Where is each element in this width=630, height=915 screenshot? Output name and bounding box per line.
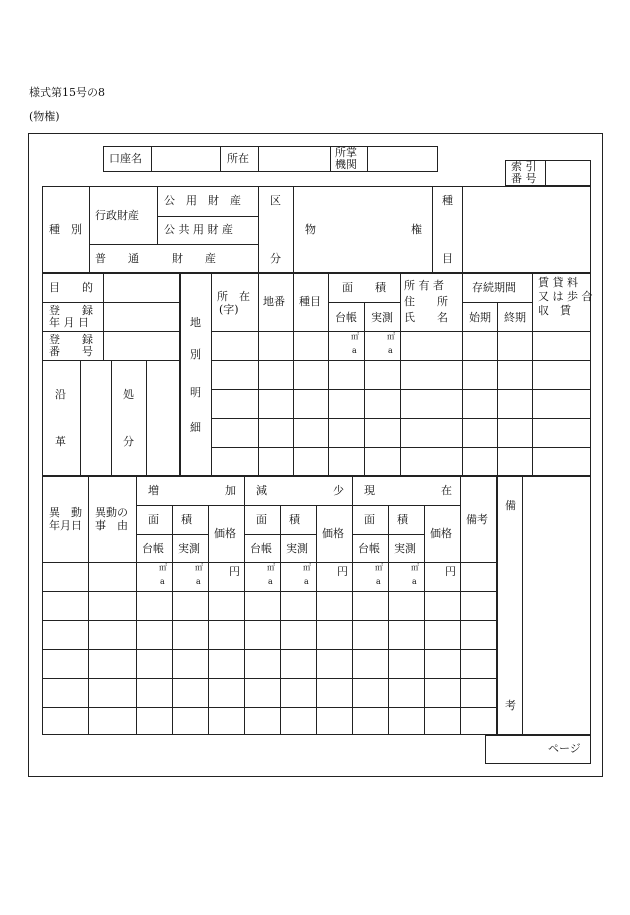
unit-m2-inc-survey: ㎡ <box>195 563 203 572</box>
unit-yen-cur: 円 <box>445 565 456 578</box>
unit-m2-cur-ledger: ㎡ <box>375 563 383 572</box>
rent-label-1: 賃 貸 料 <box>538 276 578 289</box>
page-label: ページ <box>548 742 581 755</box>
chiban-label: 地番 <box>263 295 285 308</box>
unit-m2-inc-ledger: ㎡ <box>159 563 167 572</box>
current-ledger-label: 台帳 <box>358 542 380 555</box>
owner-label-3: 氏 名 <box>404 311 448 324</box>
remarks-side-box <box>497 476 591 735</box>
increase-survey-label: 実測 <box>178 542 200 555</box>
kind-label-top: 種 <box>442 194 453 207</box>
unit-a-ledger: a <box>352 346 357 355</box>
remarks-side-label-bottom: 考 <box>505 699 516 712</box>
change-date-label-1: 異 動 <box>49 506 82 519</box>
land-detail-table <box>180 273 591 476</box>
reg-number-label-2: 番 号 <box>49 345 93 358</box>
ordinary-property-label: 普 通 財 産 <box>95 252 216 265</box>
disposal-label-bottom: 分 <box>123 435 134 448</box>
change-reason-label-1: 異動の <box>95 506 128 519</box>
change-date-label-2: 年月日 <box>49 519 82 532</box>
index-number-label-1: 索 引 <box>511 160 537 173</box>
decrease-price-label: 価格 <box>322 527 344 540</box>
unit-a-dec-survey: a <box>304 577 309 586</box>
decrease-survey-label: 実測 <box>286 542 308 555</box>
survey-label: 実測 <box>371 311 393 324</box>
admin-property-label: 行政財産 <box>95 209 139 222</box>
reg-date-label-1: 登 録 <box>49 304 93 317</box>
form-subtitle: (物権) <box>29 110 60 123</box>
unit-yen-inc: 円 <box>229 565 240 578</box>
unit-a-dec-ledger: a <box>268 577 273 586</box>
land-detail-label-4: 細 <box>190 421 201 434</box>
increase-area-label: 面 積 <box>148 513 192 526</box>
rent-label-2: 又 は 歩 合 <box>538 290 593 303</box>
jurisdiction-label-2: 機関 <box>335 158 357 171</box>
account-row <box>103 146 438 172</box>
rights-label: 権 <box>411 223 422 236</box>
division-label-top: 区 <box>270 194 281 207</box>
unit-a-survey: a <box>388 346 393 355</box>
history-label-top: 沿 <box>55 388 66 401</box>
public-common-label: 公 共 用 財 産 <box>164 223 233 236</box>
ledger-label: 台帳 <box>335 311 357 324</box>
increase-label: 増 加 <box>148 484 236 497</box>
increase-price-label: 価格 <box>214 527 236 540</box>
current-price-label: 価格 <box>430 527 452 540</box>
owner-label-1: 所 有 者 <box>404 279 444 292</box>
jurisdiction-label-1: 所掌 <box>335 146 357 159</box>
current-survey-label: 実測 <box>394 542 416 555</box>
account-name-label: 口座名 <box>109 152 142 165</box>
public-use-label: 公 用 財 産 <box>164 194 241 207</box>
unit-m2-survey: ㎡ <box>387 332 395 341</box>
unit-a-inc-ledger: a <box>160 577 165 586</box>
end-label: 終期 <box>504 311 526 324</box>
unit-a-inc-survey: a <box>196 577 201 586</box>
land-detail-label-2: 別 <box>190 348 201 361</box>
location-label: 所在 <box>227 152 249 165</box>
land-detail-label-3: 明 <box>190 386 201 399</box>
land-detail-label-1: 地 <box>190 316 201 329</box>
unit-yen-dec: 円 <box>337 565 348 578</box>
unit-m2-dec-survey: ㎡ <box>303 563 311 572</box>
decrease-area-label: 面 積 <box>256 513 300 526</box>
index-number-label-2: 番 号 <box>511 172 537 185</box>
purpose-label: 目 的 <box>49 281 93 294</box>
area-label: 面 積 <box>342 281 386 294</box>
change-reason-label-2: 事 由 <box>95 519 128 532</box>
kind-detail-label: 種目 <box>299 295 321 308</box>
reg-date-label-2: 年 月 日 <box>49 316 89 329</box>
disposal-label-top: 処 <box>123 388 134 401</box>
unit-m2-cur-survey: ㎡ <box>411 563 419 572</box>
location-aza-label-2: (字) <box>219 303 239 316</box>
decrease-label: 減 少 <box>256 484 344 497</box>
division-label-bottom: 分 <box>270 252 281 265</box>
owner-label-2: 住 所 <box>404 295 448 308</box>
unit-a-cur-survey: a <box>412 577 417 586</box>
current-label: 現 在 <box>364 484 452 497</box>
unit-m2-ledger: ㎡ <box>351 332 359 341</box>
form-number: 様式第15号の8 <box>29 86 105 99</box>
decrease-ledger-label: 台帳 <box>250 542 272 555</box>
current-area-label: 面 積 <box>364 513 408 526</box>
unit-a-cur-ledger: a <box>376 577 381 586</box>
remarks-side-label-top: 備 <box>505 499 516 512</box>
history-label-bottom: 革 <box>55 435 66 448</box>
start-label: 始期 <box>469 311 491 324</box>
increase-ledger-label: 台帳 <box>142 542 164 555</box>
kind-label-bottom: 目 <box>442 252 453 265</box>
reg-number-label-1: 登 録 <box>49 333 93 346</box>
type-label: 種 別 <box>49 223 82 236</box>
location-aza-label-1: 所 在 <box>217 290 250 303</box>
remarks-column-label: 備考 <box>466 513 488 526</box>
unit-m2-dec-ledger: ㎡ <box>267 563 275 572</box>
duration-label: 存続期間 <box>472 281 516 294</box>
property-label: 物 <box>305 223 316 236</box>
rent-label-3: 収 賃 <box>538 304 571 317</box>
